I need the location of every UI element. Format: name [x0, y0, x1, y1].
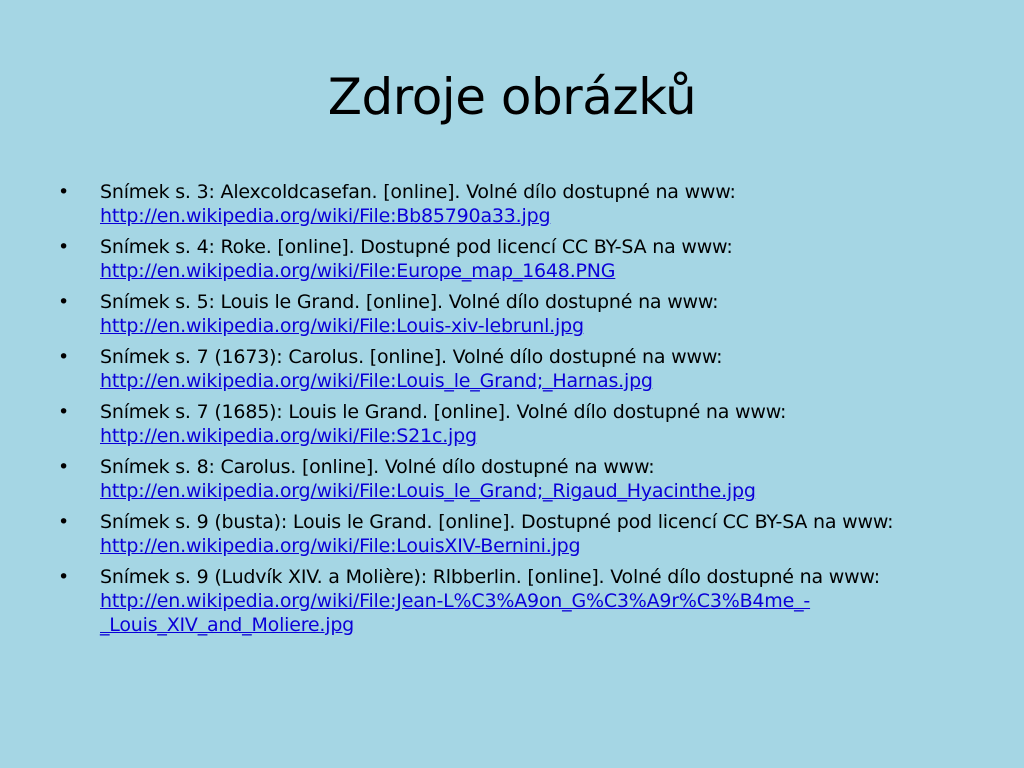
list-item: [58, 235, 958, 283]
bullet-icon: •: [58, 291, 70, 313]
source-text: Snímek s. 9 (Ludvík XIV. a Molière): Rlbberlin. [online]. Volné dílo dostupné na www:: [100, 566, 880, 588]
source-link[interactable]: http://en.wikipedia.org/wiki/File:Louis_le_Grand;_Harnas.jpg: [100, 370, 653, 392]
source-text: Snímek s. 5: Louis le Grand. [online]. Volné dílo dostupné na www:: [100, 291, 719, 313]
bullet-icon: •: [58, 511, 70, 533]
list-item: [58, 290, 958, 338]
source-link[interactable]: http://en.wikipedia.org/wiki/File:S21c.jpg: [100, 425, 477, 447]
source-text: Snímek s. 4: Roke. [online]. Dostupné pod licencí CC BY-SA na www:: [100, 236, 733, 258]
sources-list: [58, 180, 958, 644]
bullet-icon: •: [58, 401, 70, 423]
list-item: [58, 455, 958, 503]
source-text: Snímek s. 7 (1673): Carolus. [online]. Volné dílo dostupné na www:: [100, 346, 723, 368]
list-item: [58, 345, 958, 393]
bullet-icon: •: [58, 236, 70, 258]
bullet-icon: •: [58, 346, 70, 368]
source-link[interactable]: http://en.wikipedia.org/wiki/File:Louis-xiv-lebrunl.jpg: [100, 315, 584, 337]
bullet-icon: •: [58, 181, 70, 203]
list-item: [58, 565, 958, 637]
list-item: [58, 180, 958, 228]
source-link[interactable]: http://en.wikipedia.org/wiki/File:Bb85790a33.jpg: [100, 205, 551, 227]
list-item: [58, 400, 958, 448]
bullet-icon: •: [58, 456, 70, 478]
source-link[interactable]: http://en.wikipedia.org/wiki/File:Jean-L%C3%A9on_G%C3%A9r%C3%B4me_-_Louis_XIV_and_Moliere.jpg: [100, 590, 811, 636]
slide-title: Zdroje obrázků: [327, 68, 697, 126]
source-text: Snímek s. 7 (1685): Louis le Grand. [online]. Volné dílo dostupné na www:: [100, 401, 787, 423]
source-text: Snímek s. 9 (busta): Louis le Grand. [online]. Dostupné pod licencí CC BY-SA na www:: [100, 511, 894, 533]
source-link[interactable]: http://en.wikipedia.org/wiki/File:Louis_le_Grand;_Rigaud_Hyacinthe.jpg: [100, 480, 756, 502]
source-link[interactable]: http://en.wikipedia.org/wiki/File:Europe_map_1648.PNG: [100, 260, 616, 282]
source-link[interactable]: http://en.wikipedia.org/wiki/File:LouisXIV-Bernini.jpg: [100, 535, 581, 557]
bullet-icon: •: [58, 566, 70, 588]
source-text: Snímek s. 3: Alexcoldcasefan. [online]. Volné dílo dostupné na www:: [100, 181, 736, 203]
source-text: Snímek s. 8: Carolus. [online]. Volné dílo dostupné na www:: [100, 456, 655, 478]
list-item: [58, 510, 958, 558]
